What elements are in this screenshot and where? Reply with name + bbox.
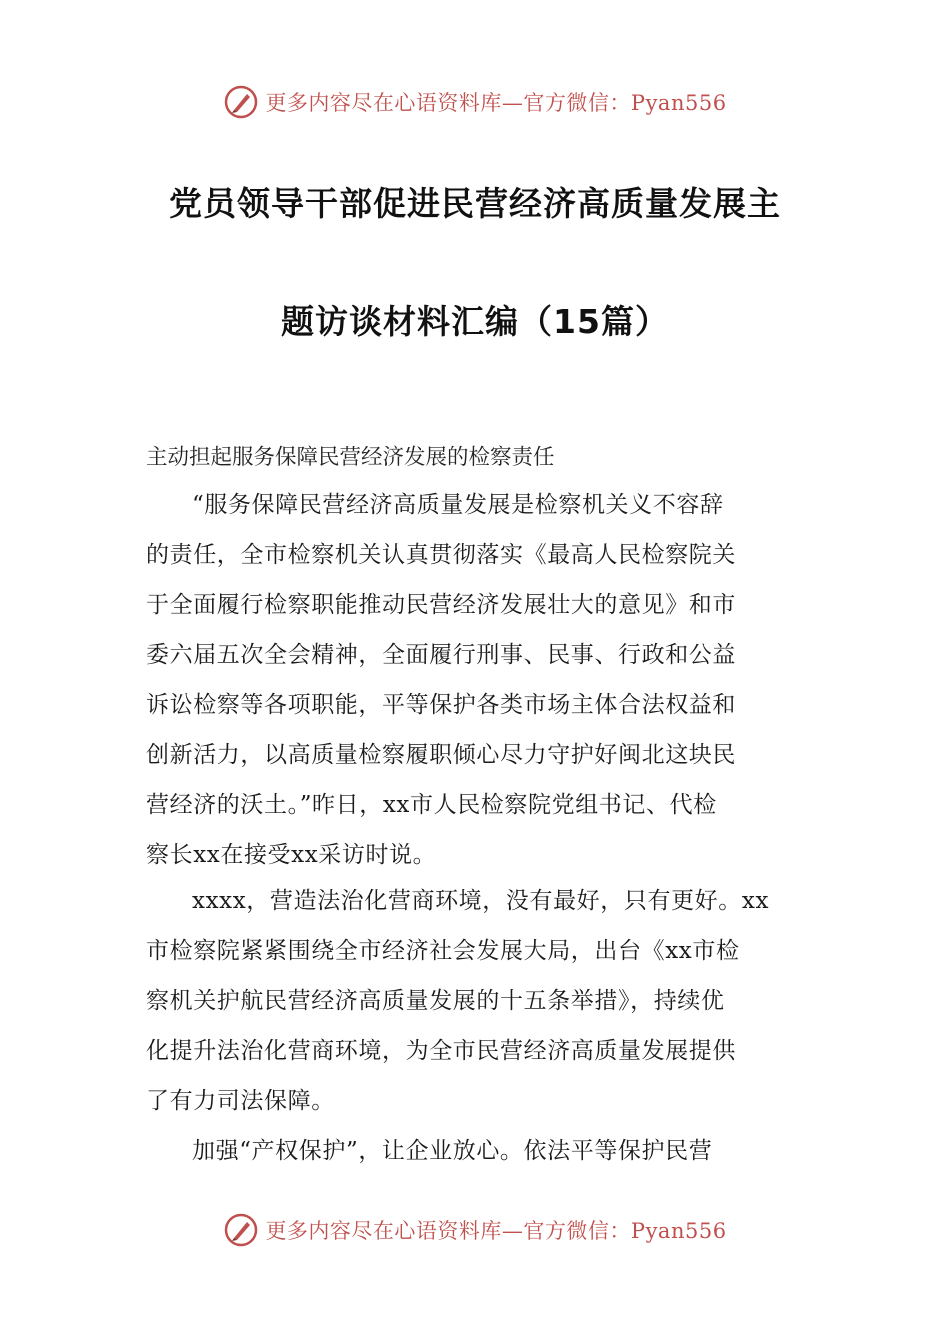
paragraph-3 — [146, 1126, 806, 1176]
paragraph-line: 诉讼检察等各项职能，平等保护各类市场主体合法权益和 — [146, 692, 736, 718]
paragraph-line: 察长xx在接受xx采访时说。 — [146, 842, 437, 868]
footer-watermark-text: 更多内容尽在心语资料库—官方微信：Pyan556 — [265, 1219, 727, 1243]
paragraph-line: 委六届五次全会精神，全面履行刑事、民事、行政和公益 — [146, 642, 736, 668]
paragraph-line: 营经济的沃土。”昨日，xx市人民检察院党组书记、代检 — [146, 792, 717, 818]
paragraph-line: 了有力司法保障。 — [146, 1088, 335, 1114]
header-watermark-text: 更多内容尽在心语资料库—官方微信：Pyan556 — [265, 91, 727, 115]
paragraph-line: 加强“产权保护”，让企业放心。依法平等保护民营 — [192, 1138, 713, 1164]
paragraph-line: 创新活力，以高质量检察履职倾心尽力守护好闽北这块民 — [146, 742, 736, 768]
document-title-line-2: 题访谈材料汇编（15篇） — [281, 302, 669, 341]
header-watermark-banner — [0, 82, 950, 122]
paragraph-line: xxxx，营造法治化营商环境，没有最好，只有更好。xx — [192, 888, 770, 914]
paragraph-line: 于全面履行检察职能推动民营经济发展壮大的意见》和市 — [146, 592, 736, 618]
pen-nib-circle-logo-icon — [223, 84, 259, 120]
paragraph-1 — [146, 480, 806, 880]
document-title-line-1: 党员领导干部促进民营经济高质量发展主 — [169, 184, 781, 223]
paragraph-line: 化提升法治化营商环境，为全市民营经济高质量发展提供 — [146, 1038, 736, 1064]
paragraph-line: “服务保障民营经济高质量发展是检察机关义不容辞 — [192, 492, 724, 518]
paragraph-line: 市检察院紧紧围绕全市经济社会发展大局，出台《xx市检 — [146, 938, 740, 964]
article-subheading: 主动担起服务保障民营经济发展的检察责任 — [146, 445, 555, 470]
paragraph-line: 的责任，全市检察机关认真贯彻落实《最高人民检察院关 — [146, 542, 736, 568]
paragraph-line: 察机关护航民营经济高质量发展的十五条举措》，持续优 — [146, 988, 725, 1014]
pen-nib-circle-logo-icon — [223, 1212, 259, 1248]
paragraph-2 — [146, 876, 806, 1126]
footer-watermark-banner — [0, 1210, 950, 1250]
